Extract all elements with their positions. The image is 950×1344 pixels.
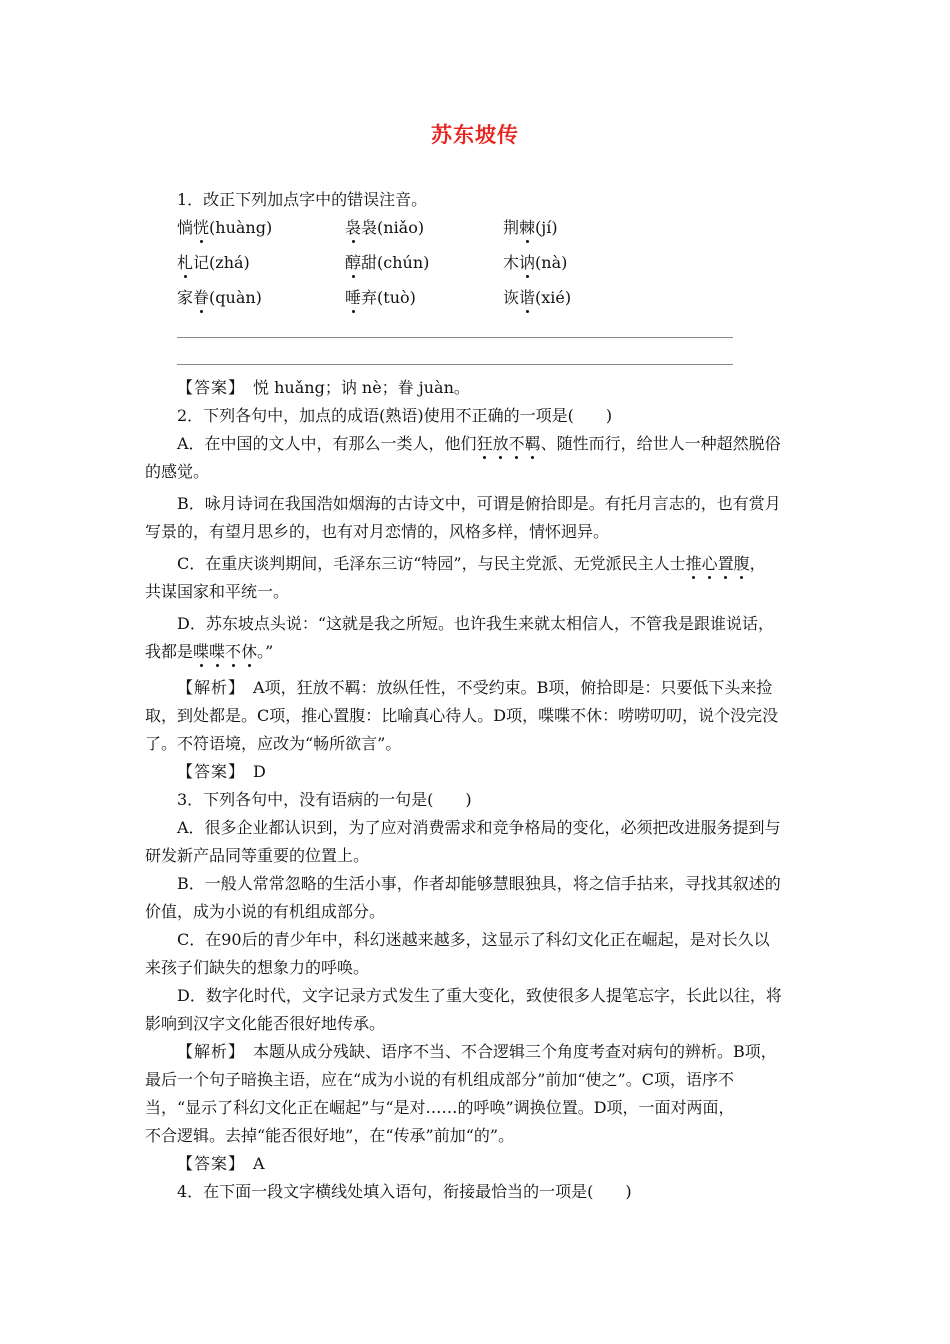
q1-item-5: 醇甜(chún) (345, 253, 430, 272)
q2-dotted-idiom-c: 推心置腹 (685, 554, 750, 573)
q3-option-c-cont: 来孩子们缺失的想象力的呼唤。 (145, 958, 370, 977)
answer-line-1 (177, 337, 733, 338)
q2-analysis-cont-1: 取，到处都是。C项，推心置腹：比喻真心待人。D项，喋喋不休：唠唠叨叨，说个没完没 (145, 706, 779, 725)
q1-item-9: 诙谐(xié) (503, 288, 572, 307)
q2-option-c: C．在重庆谈判期间，毛泽东三访“特园”，与民主党派、无党派民主人士推心置腹， (177, 554, 766, 573)
q1-item-3: 荆棘(jí) (503, 218, 558, 237)
q1-item-8: 唾弃(tuò) (345, 288, 416, 307)
q2-option-b: B．咏月诗词在我国浩如烟海的古诗文中，可谓是俯拾即是。有托月言志的，也有赏月 (177, 494, 781, 513)
q3-option-b-cont: 价值，成为小说的有机组成部分。 (145, 902, 386, 921)
q2-dotted-idiom-d: 喋喋不休 (193, 642, 258, 661)
q2-answer: 【答案】 D (177, 762, 266, 781)
q1-item-1: 惝恍(huàng) (177, 218, 273, 237)
q2-analysis-cont-2: 了。不符语境，应改为“畅所欲言”。 (145, 734, 402, 753)
q1-item-2: 袅袅(niǎo) (345, 218, 425, 237)
answer-line-2 (177, 364, 733, 365)
q4-stem: 4．在下面一段文字横线处填入语句，衔接最恰当的一项是( ) (177, 1182, 632, 1201)
q3-analysis: 【解析】 本题从成分残缺、语序不当、不合逻辑三个角度考查对病句的辨析。B项， (177, 1042, 777, 1061)
q2-analysis: 【解析】 A项，狂放不羁：放纵任性，不受约束。B项，俯拾即是：只要低下头来捡 (177, 678, 773, 697)
q3-option-c: C．在90后的青少年中，科幻迷越来越多，这显示了科幻文化正在崛起，是对长久以 (177, 930, 770, 949)
page-title: 苏东坡传 (431, 122, 519, 147)
q1-answer: 【答案】 悦 huǎng；讷 nè；眷 juàn。 (177, 378, 470, 397)
q2-option-d-cont: 我都是喋喋不休。” (145, 642, 274, 661)
q3-analysis-cont-3: 不合逻辑。去掉“能否很好地”，在“传承”前加“的”。 (145, 1126, 515, 1145)
q3-analysis-cont-2: 当，“显示了科幻文化正在崛起”与“是对……的呼唤”调换位置。D项，一面对两面， (145, 1098, 735, 1117)
q3-option-b: B．一般人常常忽略的生活小事，作者却能够慧眼独具，将之信手拈来，寻找其叙述的 (177, 874, 781, 893)
q1-item-7: 家眷(quàn) (177, 288, 262, 307)
q2-dotted-idiom-a: 狂放不羁 (476, 434, 541, 453)
q3-option-d: D．数字化时代，文字记录方式发生了重大变化，致使很多人提笔忘字，长此以往，将 (177, 986, 782, 1005)
q2-option-d: D．苏东坡点头说：“这就是我之所短。也许我生来就太相信人，不管我是跟谁说话， (177, 614, 775, 633)
q1-item-6: 木讷(nà) (503, 253, 568, 272)
q2-option-b-cont: 写景的，有望月思乡的，也有对月恋情的，风格多样，情怀迥异。 (145, 522, 610, 541)
q1-stem: 1．改正下列加点字中的错误注音。 (177, 190, 428, 209)
q2-stem: 2．下列各句中，加点的成语(熟语)使用不正确的一项是( ) (177, 406, 613, 425)
q3-stem: 3．下列各句中，没有语病的一句是( ) (177, 790, 472, 809)
q3-option-d-cont: 影响到汉字文化能否很好地传承。 (145, 1014, 386, 1033)
q2-option-a: A．在中国的文人中，有那么一类人，他们狂放不羁、随性而行，给世人一种超然脱俗 (177, 434, 781, 453)
q2-option-a-cont: 的感觉。 (145, 462, 210, 481)
q3-option-a-cont: 研发新产品同等重要的位置上。 (145, 846, 370, 865)
q3-option-a: A．很多企业都认识到，为了应对消费需求和竞争格局的变化，必须把改进服务提到与 (177, 818, 781, 837)
q2-option-c-cont: 共谋国家和平统一。 (145, 582, 290, 601)
q1-item-4: 札记(zhá) (177, 253, 250, 272)
q3-analysis-cont-1: 最后一个句子暗换主语，应在“成为小说的有机组成部分”前加“使之”。C项，语序不 (145, 1070, 734, 1089)
q3-answer: 【答案】 A (177, 1154, 265, 1173)
